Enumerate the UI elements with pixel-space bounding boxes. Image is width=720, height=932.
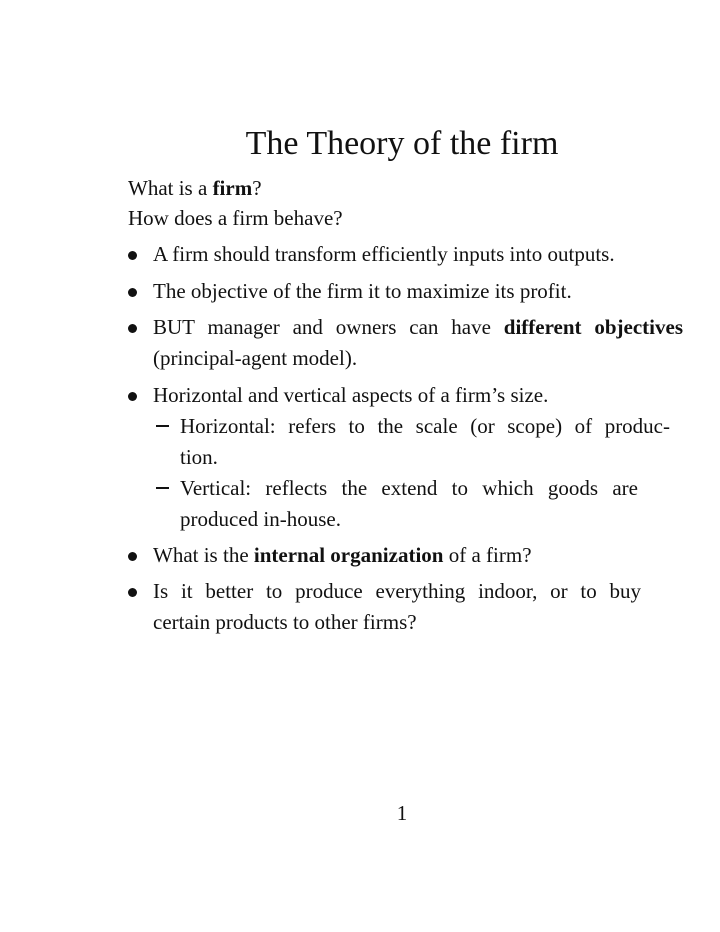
intro-q1-prefix: What is a [128,176,213,200]
intro-question-behave: How does a firm behave? [128,206,343,230]
b5-bold: internal organization [253,543,444,567]
sub-bullet-vertical [180,473,638,535]
slide-title: The Theory of the firm [245,125,559,162]
b5-prefix: What is the [153,543,254,567]
bullet-marker [128,277,144,307]
b6-line2: certain products to other firms? [153,610,417,634]
bullet-maximize-profit: The objective of the firm it to maximize its profit. [153,279,572,303]
bullet-dot-icon [128,588,137,597]
sub-bullet-horizontal [180,411,670,473]
bullet-different-objectives [153,312,683,374]
bullet-produce-indoor [153,576,641,638]
dash-icon [156,425,169,427]
bullet-dot-icon [128,324,137,333]
sub-bullet-marker [156,473,172,504]
b5-suffix: of a firm? [443,543,532,567]
b6-line1: Is it better to produce everything indoor, or to buy [153,579,641,603]
bullet-transform-inputs: A firm should transform efficiently inputs into outputs. [153,242,615,266]
bullet-dot-icon [128,288,137,297]
page-number: 1 [396,801,408,825]
bullet-marker [128,577,144,607]
bullet-marker [128,541,144,571]
b3-line2: (principal-agent model). [153,346,358,370]
intro-question-firm [128,173,262,203]
bullet-dot-icon [128,392,137,401]
bullet-firm-size: Horizontal and vertical aspects of a firm’s size. [153,383,549,407]
sub-horizontal-line1: Horizontal: refers to the scale (or scope) of produc- [180,414,670,438]
b3-bold: different objectives [503,315,684,339]
bullet-marker [128,381,144,411]
bullet-dot-icon [128,552,137,561]
bullet-internal-organization [153,540,683,571]
bullet-marker [128,313,144,343]
bullet-dot-icon [128,251,137,260]
sub-bullet-marker [156,411,172,442]
bullet-different-objectives-line1 [153,312,683,343]
b3-prefix: BUT manager and owners can have [153,315,504,339]
intro-q1-suffix: ? [252,176,262,200]
dash-icon [156,487,169,489]
sub-vertical-line2: produced in-house. [180,507,341,531]
bullet-marker [128,240,144,270]
sub-vertical-line1: Vertical: reflects the extend to which goods are [180,476,638,500]
intro-q1-bold: firm [212,176,253,200]
sub-horizontal-line2: tion. [180,445,218,469]
